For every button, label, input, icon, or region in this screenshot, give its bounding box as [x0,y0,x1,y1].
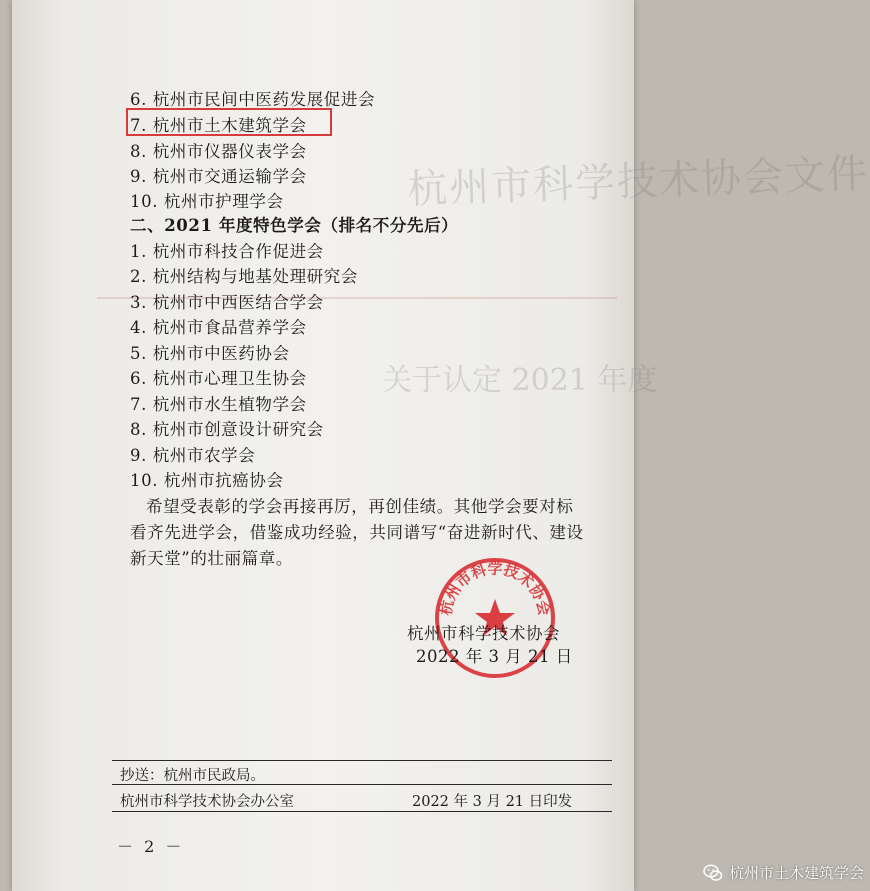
closing-paragraph-line: 看齐先进学会，借鉴成功经验，共同谱写“奋进新时代、建设 [130,523,584,542]
footer-date: 2022 年 3 月 21 日印发 [412,794,573,810]
signature-org: 杭州市科学技术协会 [407,624,560,643]
list-item: 6. 杭州市心理卫生协会 [130,369,307,388]
show-through-text: 杭州市科学技术协会文件 [406,150,870,214]
closing-paragraph-line: 希望受表彰的学会再接再厉，再创佳绩。其他学会要对标 [146,497,574,516]
list-item: 7. 杭州市水生植物学会 [130,395,307,414]
page-number: － 2 － [117,837,185,856]
list-item-highlighted: 7. 杭州市土木建筑学会 [130,116,307,135]
list-item: 1. 杭州市科技合作促进会 [130,242,324,261]
list-item: 9. 杭州市交通运输学会 [130,167,307,186]
list-item: 10. 杭州市抗癌协会 [130,471,284,490]
watermark-label: 杭州市土木建筑学会 [728,864,864,882]
footer-rule-middle [112,784,612,785]
document-page [12,0,870,891]
list-item: 5. 杭州市中医药协会 [130,344,290,363]
closing-paragraph-line: 新天堂”的壮丽篇章。 [130,549,293,568]
list-item: 6. 杭州市民间中医药发展促进会 [130,90,376,109]
list-item: 3. 杭州市中西医结合学会 [130,293,324,312]
list-item: 2. 杭州结构与地基处理研究会 [130,267,358,286]
footer-cc: 抄送：杭州市民政局。 [120,768,265,784]
footer-office: 杭州市科学技术协会办公室 [120,794,294,810]
list-item: 8. 杭州市创意设计研究会 [130,420,324,439]
list-item: 10. 杭州市护理学会 [130,192,284,211]
list-item: 9. 杭州市农学会 [130,446,256,465]
list-item: 4. 杭州市食品营养学会 [130,318,307,337]
show-through-subtitle: 关于认定 2021 年度 [382,363,658,398]
highlight-box [126,108,332,136]
footer-rule-bottom [112,811,612,812]
list-item: 8. 杭州市仪器仪表学会 [130,142,307,161]
seal-text: 杭州市科学技术协会 [436,559,554,617]
footer-rule-top [112,760,612,761]
wechat-icon [703,863,723,883]
section-heading: 二、2021 年度特色学会（排名不分先后） [130,216,459,235]
account-watermark [703,862,864,883]
signature-date: 2022 年 3 月 21 日 [416,647,573,666]
